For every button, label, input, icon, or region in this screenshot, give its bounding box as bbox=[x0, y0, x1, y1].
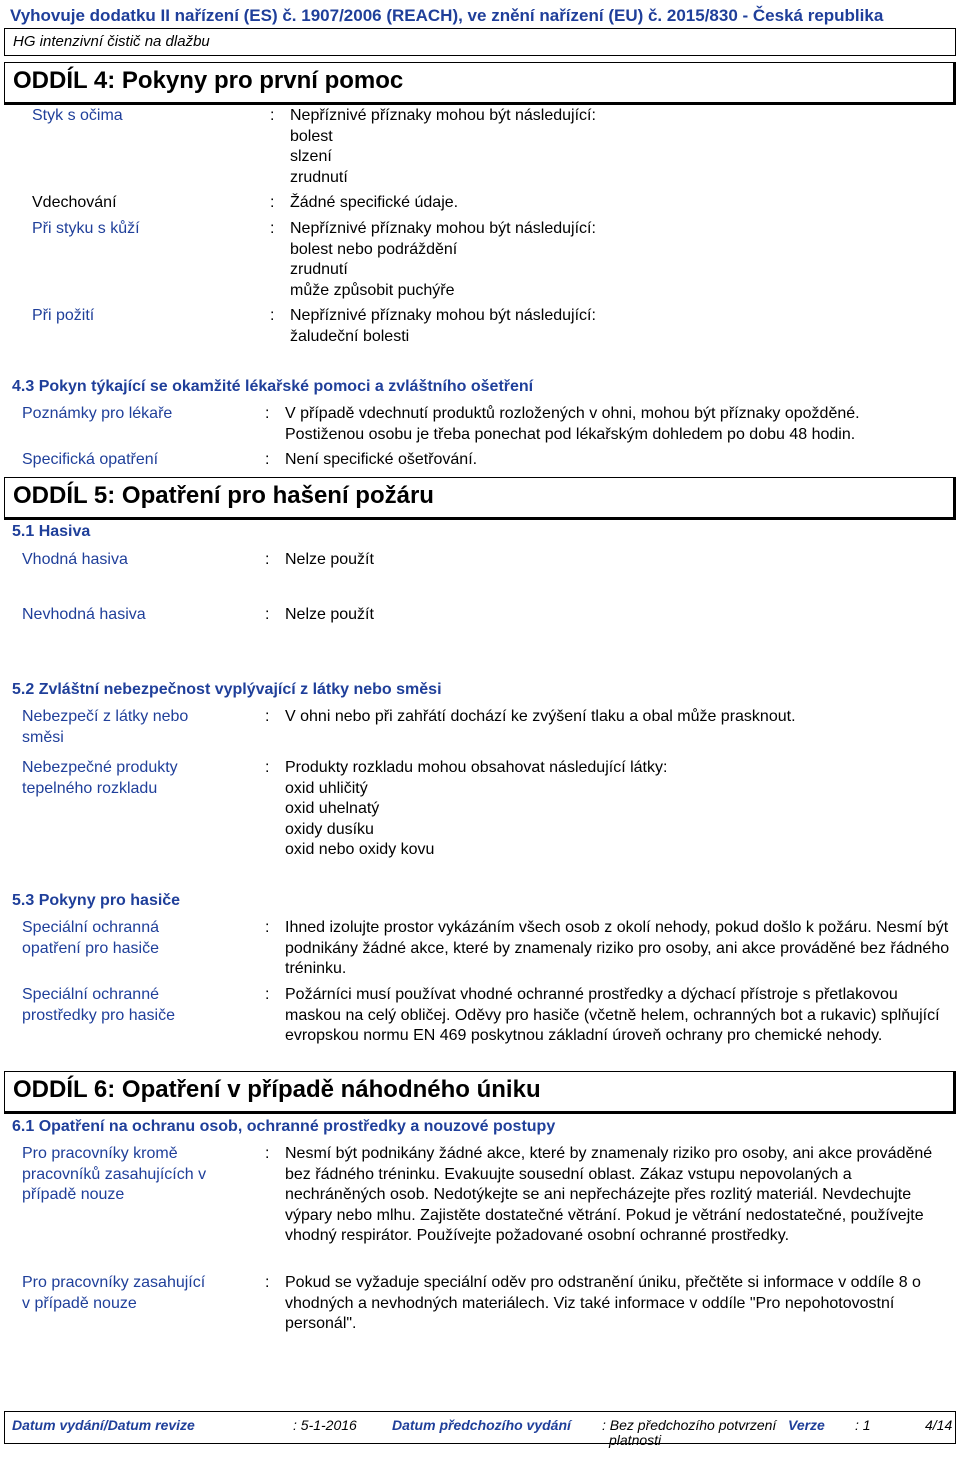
decomp-line: Produkty rozkladu mohou obsahovat následující látky: bbox=[285, 759, 668, 776]
section-6-heading bbox=[4, 1071, 956, 1114]
label-line: Speciální ochranná bbox=[22, 919, 159, 936]
label-unsuitable-media: Nevhodná hasiva bbox=[22, 606, 146, 623]
colon: : bbox=[265, 451, 270, 468]
label-emergency-responders bbox=[22, 1273, 262, 1314]
colon: : bbox=[265, 986, 270, 1003]
eyes-line: Nepříznivé příznaky mohou být následující: bbox=[290, 107, 596, 124]
label-specific-treatment: Specifická opatření bbox=[22, 451, 159, 468]
footer-page-number: 4/14 bbox=[925, 1417, 953, 1433]
footer-version-value: : 1 bbox=[855, 1417, 871, 1433]
value-emergency-responders: Pokud se vyžaduje speciální oděv pro odstranění úniku, přečtěte si informace v oddíle 8 o vhodných a nevhodných materiálech. Viz také informace v oddíle "Pro nepohotovostní personál". bbox=[285, 1274, 921, 1332]
section-6-title: ODDÍL 6: Opatření v případě náhodného úniku bbox=[13, 1076, 541, 1103]
section-4-title: ODDÍL 4: Pokyny pro první pomoc bbox=[13, 67, 404, 94]
colon: : bbox=[265, 551, 270, 568]
value-firefighter-precautions: Ihned izolujte prostor vykázáním všech osob z okolí nehody, pokud došlo k požáru. Nesmí být podnikány žádné akce, které by znamenaly riziko pro osoby, ani akce prováděné bez řádného tréninku. bbox=[285, 919, 950, 977]
value-firefighter-equipment: Požárníci musí používat vhodné ochranné prostředky a dýchací přístroje s přetlakovou maskou na celý obličej. Oděvy pro hasiče (včetně helem, ochranných bot a rukavic) splňující evropskou normu EN 469 poskytnou základní úroveň ochrany pro chemické nehody. bbox=[285, 986, 940, 1044]
label-line: v případě nouze bbox=[22, 1294, 137, 1312]
colon: : bbox=[270, 220, 275, 237]
subsection-5-1: 5.1 Hasiva bbox=[12, 523, 91, 540]
label-line: pracovníků zasahujících v bbox=[22, 1165, 207, 1183]
subsection-5-2: 5.2 Zvláštní nebezpečnost vyplývající z látky nebo směsi bbox=[12, 681, 442, 698]
ingestion-line: žaludeční bolesti bbox=[290, 327, 410, 345]
label-line: Pro pracovníky kromě bbox=[22, 1145, 178, 1162]
label-line: Nebezpečné produkty bbox=[22, 759, 178, 776]
eyes-line: zrudnutí bbox=[290, 168, 348, 186]
skin-line: zrudnutí bbox=[290, 261, 348, 278]
subsection-4-3: 4.3 Pokyn týkající se okamžité lékařské pomoci a zvláštního ošetření bbox=[12, 378, 534, 395]
value-decomposition-products bbox=[285, 758, 667, 861]
footer-version-label: Verze bbox=[788, 1417, 825, 1433]
label-line: opatření pro hasiče bbox=[22, 939, 159, 957]
skin-line: Nepříznivé příznaky mohou být následující: bbox=[290, 220, 596, 237]
notes-line: Postiženou osobu je třeba ponechat pod lékařským dohledem po dobu 48 hodin. bbox=[285, 425, 856, 443]
value-inhalation bbox=[290, 193, 458, 214]
document-header-title: Vyhovuje dodatku II nařízení (ES) č. 1907/2006 (REACH), ve znění nařízení (EU) č. 2015/830 - Česká republika bbox=[10, 6, 884, 25]
label-firefighter-precautions bbox=[22, 918, 252, 959]
label-substance-hazard bbox=[22, 707, 252, 748]
label-line: směsi bbox=[22, 728, 64, 746]
label-skin: Při styku s kůží bbox=[32, 220, 140, 237]
decomp-line: oxidy dusíku bbox=[285, 820, 374, 838]
eyes-line: bolest bbox=[290, 127, 333, 145]
value-doctor-notes bbox=[285, 404, 860, 445]
decomp-line: oxid uhelnatý bbox=[285, 800, 380, 817]
value-ingestion bbox=[290, 306, 596, 347]
label-inhalation: Vdechování bbox=[32, 194, 117, 211]
footer-issue-value: : 5-1-2016 bbox=[293, 1417, 357, 1433]
skin-line: může způsobit puchýře bbox=[290, 281, 455, 299]
label-line: Pro pracovníky zasahující bbox=[22, 1274, 206, 1291]
colon: : bbox=[265, 606, 270, 623]
label-suitable-media: Vhodná hasiva bbox=[22, 551, 128, 568]
value-non-emergency-personnel: Nesmí být podnikány žádné akce, které by znamenaly riziko pro osoby, ani akce prováděné bez řádného tréninku. Evakuujte sousední oblast. Zákaz vstupu nepovolaných a nechráněných osob. Nedotýkejte se ani nepřecházejte přes rozlitý materiál. Nevdechujte výpary nebo mlhu. Zajistěte dostatečné větrání. Pokud je větrání nedostatečné, používejte vhodný respirátor. Používejte požadované osobní ochranné prostředky. bbox=[285, 1145, 933, 1244]
footer-previous-value-2: platnosti bbox=[609, 1432, 662, 1448]
colon: : bbox=[270, 107, 275, 124]
footer-previous-label: Datum předchozího vydání bbox=[392, 1417, 571, 1433]
decomp-line: oxid nebo oxidy kovu bbox=[285, 841, 435, 858]
label-line: Speciální ochranné bbox=[22, 986, 159, 1003]
value-unsuitable-media: Nelze použít bbox=[285, 606, 374, 623]
skin-line: bolest nebo podráždění bbox=[290, 240, 458, 258]
label-line: Nebezpečí z látky nebo bbox=[22, 708, 189, 725]
product-name: HG intenzivní čistič na dlažbu bbox=[13, 33, 210, 50]
footer-issue-label: Datum vydání/Datum revize bbox=[12, 1417, 195, 1433]
product-name-box bbox=[4, 28, 956, 56]
colon: : bbox=[265, 405, 270, 422]
label-line: prostředky pro hasiče bbox=[22, 1006, 175, 1024]
label-firefighter-equipment bbox=[22, 985, 252, 1026]
page-footer bbox=[4, 1411, 956, 1448]
value-skin bbox=[290, 219, 596, 301]
value-substance-hazard: V ohni nebo při zahřátí dochází ke zvýšení tlaku a obal může prasknout. bbox=[285, 708, 796, 725]
colon: : bbox=[265, 708, 270, 725]
colon: : bbox=[265, 919, 270, 936]
colon: : bbox=[270, 194, 275, 211]
label-line: tepelného rozkladu bbox=[22, 779, 158, 797]
colon: : bbox=[270, 307, 275, 324]
label-doctor-notes: Poznámky pro lékaře bbox=[22, 405, 173, 422]
inhalation-line: Žádné specifické údaje. bbox=[290, 194, 459, 211]
subsection-5-3: 5.3 Pokyny pro hasiče bbox=[12, 892, 181, 909]
footer-previous-value: : Bez předchozího potvrzení bbox=[602, 1417, 777, 1433]
subsection-6-1: 6.1 Opatření na ochranu osob, ochranné prostředky a nouzové postupy bbox=[12, 1118, 556, 1135]
decomp-line: oxid uhličitý bbox=[285, 779, 368, 797]
colon: : bbox=[265, 1145, 270, 1162]
label-ingestion: Při požití bbox=[32, 307, 95, 324]
section-5-title: ODDÍL 5: Opatření pro hašení požáru bbox=[13, 482, 434, 509]
value-specific-treatment: Není specifické ošetřování. bbox=[285, 451, 478, 468]
section-4-heading bbox=[4, 62, 956, 105]
eyes-line: slzení bbox=[290, 148, 332, 165]
value-eyes bbox=[290, 106, 596, 188]
label-line: případě nouze bbox=[22, 1186, 125, 1203]
section-5-heading bbox=[4, 477, 956, 520]
label-decomposition-products bbox=[22, 758, 252, 799]
value-suitable-media: Nelze použít bbox=[285, 551, 374, 568]
colon: : bbox=[265, 1274, 270, 1291]
label-non-emergency-personnel bbox=[22, 1144, 262, 1206]
notes-line: V případě vdechnutí produktů rozložených v ohni, mohou být příznaky opožděné. bbox=[285, 405, 860, 422]
ingestion-line: Nepříznivé příznaky mohou být následující: bbox=[290, 307, 596, 324]
label-eyes: Styk s očima bbox=[32, 107, 123, 124]
colon: : bbox=[265, 759, 270, 776]
